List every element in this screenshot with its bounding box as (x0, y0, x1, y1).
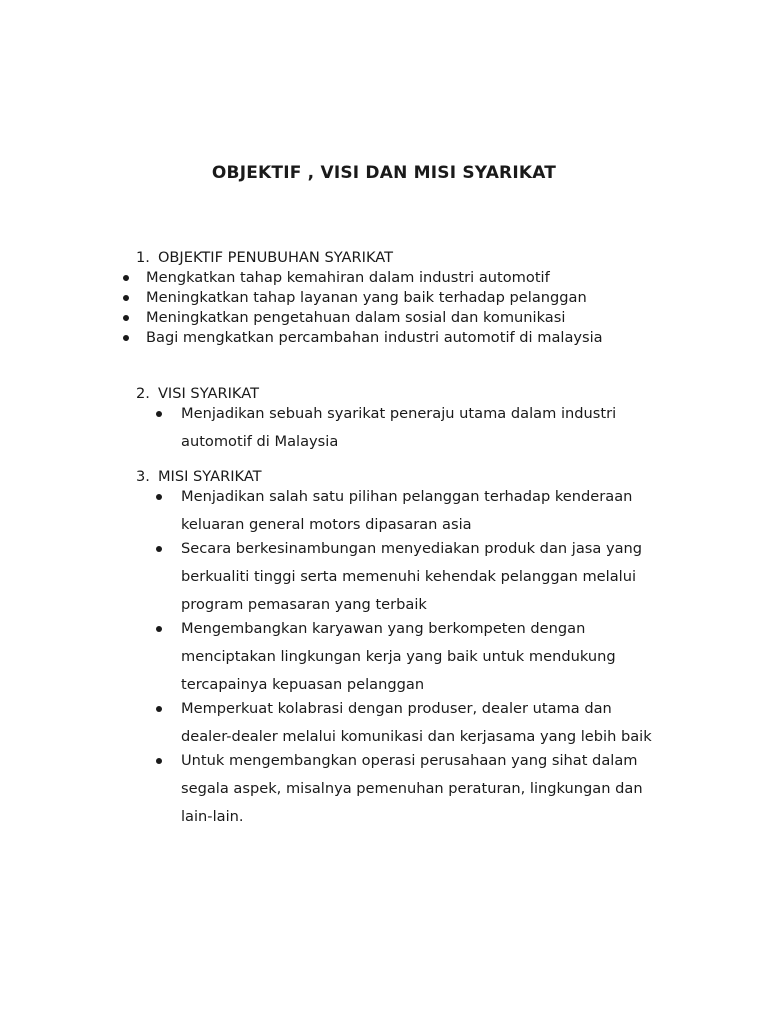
list-item-text (181, 400, 616, 456)
list-item-text: Meningkatkan tahap layanan yang baik terhadap pelanggan (146, 289, 587, 306)
bullet-icon (156, 758, 162, 764)
list-item-text: Bagi mengkatkan percambahan industri automotif di malaysia (146, 329, 603, 346)
list-item-text (181, 483, 652, 539)
bullet-icon (156, 626, 162, 632)
list-item (123, 328, 603, 348)
bullet-icon (156, 494, 162, 500)
list-item (136, 400, 616, 456)
page-title: OBJEKTIF , VISI DAN MISI SYARIKAT (211, 163, 557, 183)
list-item-line: Memperkuat kolabrasi dengan produser, dealer utama dan (181, 700, 612, 717)
section-label: MISI SYARIKAT (157, 468, 262, 485)
list-item-line: automotif di Malaysia (181, 433, 339, 450)
list-item-text (181, 535, 652, 619)
list-item-line: tercapainya kepuasan pelanggan (181, 676, 425, 693)
section-number: 2. (136, 385, 150, 402)
bullet-icon (156, 706, 162, 712)
list-item-line: program pemasaran yang terbaik (181, 596, 427, 613)
list-item-line: keluaran general motors dipasaran asia (181, 516, 472, 533)
list-item-text: Meningkatkan pengetahuan dalam sosial dan komunikasi (146, 309, 566, 326)
list-item-line: Secara berkesinambungan menyediakan produk dan jasa yang (181, 540, 643, 557)
bullet-icon (156, 411, 162, 417)
list-item-text (181, 747, 652, 831)
section-number: 1. (136, 249, 150, 266)
list-item-line: menciptakan lingkungan kerja yang baik untuk mendukung (181, 648, 616, 665)
list-item-line: dealer-dealer melalui komunikasi dan kerjasama yang lebih baik (181, 728, 652, 745)
list-item (123, 308, 566, 328)
list-item-line: Untuk mengembangkan operasi perusahaan yang sihat dalam (181, 752, 638, 769)
list-item (123, 268, 550, 288)
list-item-line: segala aspek, misalnya pemenuhan peraturan, lingkungan dan (181, 780, 643, 797)
list-item-line: berkualiti tinggi serta memenuhi kehendak pelanggan melalui (181, 568, 637, 585)
bullet-list (123, 268, 603, 348)
bullet-list (136, 400, 616, 456)
list-item (136, 695, 652, 751)
section-label: OBJEKTIF PENUBUHAN SYARIKAT (157, 249, 394, 266)
bullet-list (136, 483, 652, 831)
list-item-line: Mengembangkan karyawan yang berkompeten dengan (181, 620, 586, 637)
bullet-icon (123, 275, 129, 281)
list-item-line: Menjadikan salah satu pilihan pelanggan terhadap kenderaan (181, 488, 633, 505)
list-item-line: lain-lain. (181, 808, 244, 825)
section-visi (136, 384, 616, 456)
list-item (136, 483, 652, 539)
section-number: 3. (136, 468, 150, 485)
bullet-icon (123, 295, 129, 301)
list-item (136, 615, 652, 699)
bullet-icon (123, 315, 129, 321)
bullet-icon (123, 335, 129, 341)
section-objektif (123, 248, 603, 348)
bullet-icon (156, 546, 162, 552)
list-item-line: Menjadikan sebuah syarikat peneraju utama dalam industri (181, 405, 617, 422)
list-item-text: Mengkatkan tahap kemahiran dalam industri automotif (146, 269, 550, 286)
section-heading (136, 248, 393, 268)
list-item (136, 535, 652, 619)
section-misi (136, 467, 652, 831)
section-label: VISI SYARIKAT (157, 385, 259, 402)
list-item (123, 288, 587, 308)
list-item-text (181, 695, 652, 751)
list-item (136, 747, 652, 831)
list-item-text (181, 615, 652, 699)
